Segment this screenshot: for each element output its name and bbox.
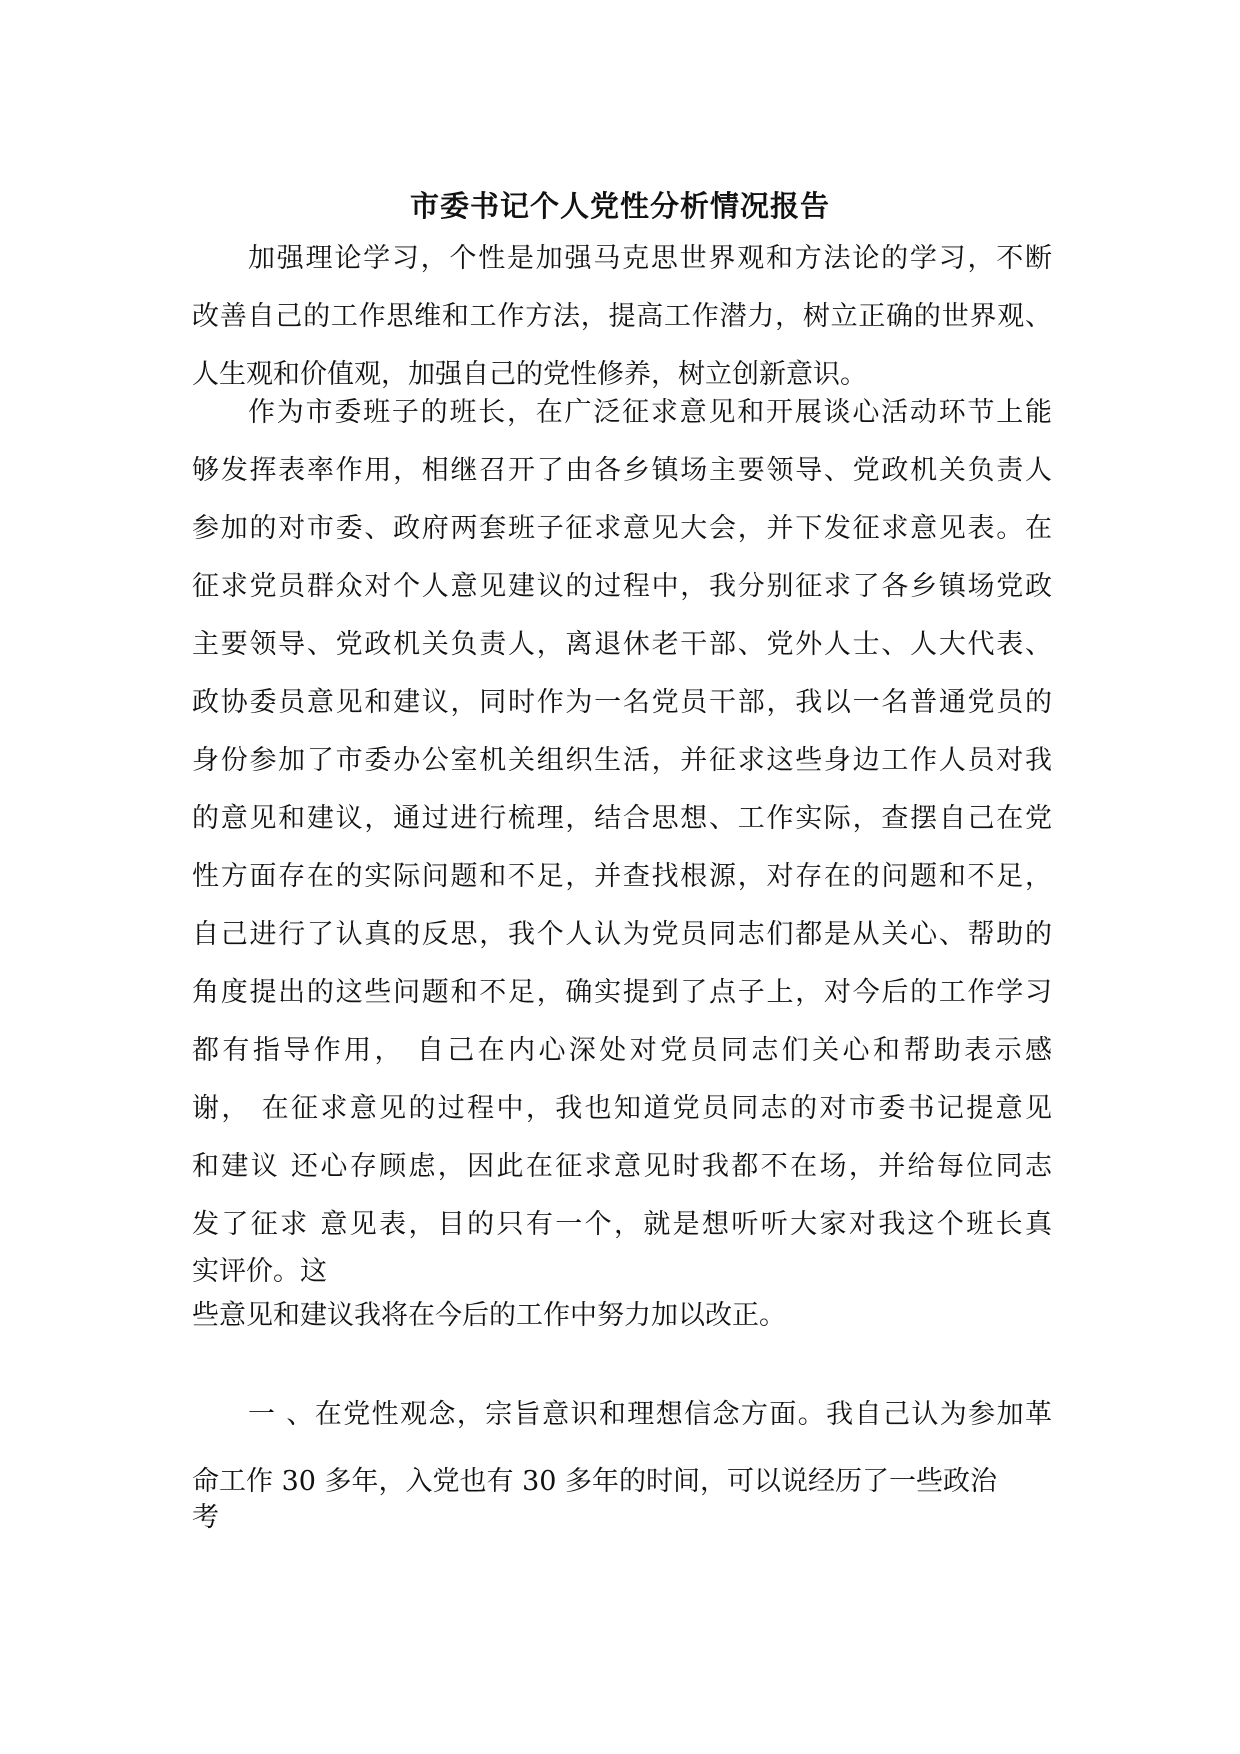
paragraph-line: 性方面存在的实际问题和不足，并查找根源，对存在的问题和不足， xyxy=(192,861,1052,892)
paragraph-line: 征求党员群众对个人意见建议的过程中，我分别征求了各乡镇场党政 xyxy=(192,571,1052,602)
paragraph-line: 角度提出的这些问题和不足，确实提到了点子上，对今后的工作学习 xyxy=(192,977,1052,1008)
paragraph-line: 实评价。这 xyxy=(192,1256,327,1287)
paragraph-line: 自己进行了认真的反思，我个人认为党员同志们都是从关心、帮助的 xyxy=(192,919,1052,950)
paragraph-line: 作为市委班子的班长，在广泛征求意见和开展谈心活动环节上能 xyxy=(248,397,1052,428)
paragraph-line: 人生观和价值观，加强自己的党性修养，树立创新意识。 xyxy=(192,359,867,390)
paragraph-line: 身份参加了市委办公室机关组织生活，并征求这些身边工作人员对我 xyxy=(192,745,1052,776)
paragraph-line: 加强理论学习，个性是加强马克思世界观和方法论的学习，不断 xyxy=(248,243,1052,274)
paragraph-2 xyxy=(192,384,1052,1334)
paragraph-line: 政协委员意见和建议，同时作为一名党员干部，我以一名普通党员的 xyxy=(192,687,1052,718)
paragraph-line: 和建议 还心存顾虑，因此在征求意见时我都不在场，并给每位同志 xyxy=(192,1151,1052,1182)
paragraph-line: 发了征求 意见表，目的只有一个，就是想听听大家对我这个班长真 xyxy=(192,1209,1052,1240)
paragraph-line: 主要领导、党政机关负责人，离退休老干部、党外人士、人大代表、 xyxy=(192,629,1052,660)
paragraph-line: 参加的对市委、政府两套班子征求意见大会，并下发征求意见表。在 xyxy=(192,513,1052,544)
paragraph-line: 一 、在党性观念，宗旨意识和理想信念方面。我自己认为参加革 xyxy=(248,1399,1052,1430)
paragraph-line: 的意见和建议，通过进行梳理，结合思想、工作实际，查摆自己在党 xyxy=(192,803,1052,834)
paragraph-line: 都有指导作用， 自己在内心深处对党员同志们关心和帮助表示感 xyxy=(192,1035,1052,1066)
paragraph-line: 些意见和建议我将在今后的工作中努力加以改正。 xyxy=(192,1300,786,1331)
paragraph-4 xyxy=(192,1464,1052,1536)
paragraph-line: 命工作 30 多年，入党也有 30 多年的时间，可以说经历了一些政治 xyxy=(192,1466,998,1497)
paragraph-line: 改善自己的工作思维和工作方法，提高工作潜力，树立正确的世界观、 xyxy=(192,301,1052,332)
paragraph-3 xyxy=(192,1386,1052,1444)
paragraph-1 xyxy=(192,230,1052,404)
paragraph-line: 考 xyxy=(192,1502,219,1533)
paragraph-line: 够发挥表率作用，相继召开了由各乡镇场主要领导、党政机关负责人 xyxy=(192,455,1052,486)
paragraph-line: 谢， 在征求意见的过程中，我也知道党员同志的对市委书记提意见 xyxy=(192,1093,1052,1124)
document-title: 市委书记个人党性分析情况报告 xyxy=(409,189,830,223)
